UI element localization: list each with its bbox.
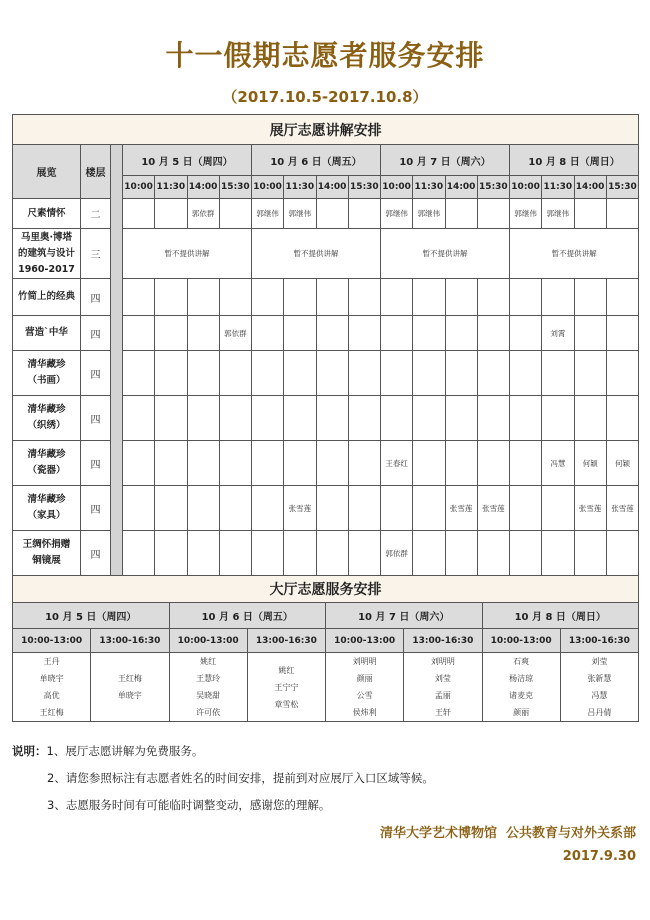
empty-slot: [316, 316, 348, 351]
empty-slot: [284, 279, 316, 316]
exhibit-name-line: 清华藏珍: [27, 359, 66, 370]
exhibit-name: [13, 279, 81, 316]
empty-slot: [413, 396, 445, 441]
volunteer-name: 冯慧: [591, 691, 608, 700]
empty-slot: [606, 199, 638, 229]
empty-slot: [477, 279, 509, 316]
volunteer-name: 侯炜利: [352, 708, 377, 717]
exhibit-name-line: 王绸怀捐赠: [22, 539, 71, 550]
empty-slot: [574, 396, 606, 441]
note-item: 说明：1、展厅志愿讲解为免费服务。: [12, 744, 204, 758]
empty-slot: [219, 441, 251, 486]
empty-slot: [187, 396, 219, 441]
empty-slot: [219, 486, 251, 531]
empty-slot: [413, 351, 445, 396]
shift-time-header: 13:00-16:30: [560, 629, 638, 653]
empty-slot: [413, 531, 445, 576]
empty-slot: [542, 531, 574, 576]
empty-slot: [252, 316, 284, 351]
empty-slot: [477, 396, 509, 441]
empty-slot: [219, 279, 251, 316]
empty-slot: [477, 199, 509, 229]
time-slot-header: 14:00: [316, 176, 348, 199]
day-header: 10 月 5 日（周四）: [123, 145, 252, 176]
empty-slot: [187, 351, 219, 396]
empty-slot: [413, 316, 445, 351]
empty-slot: [574, 279, 606, 316]
exhibit-floor: 四: [81, 396, 111, 441]
empty-slot: [316, 486, 348, 531]
volunteer-slot: 郭继伟: [381, 199, 413, 229]
exhibit-name-line: 清华藏珍: [27, 449, 66, 460]
exhibit-name-line: 尺素情怀: [27, 207, 66, 219]
empty-slot: [123, 351, 155, 396]
empty-slot: [445, 351, 477, 396]
exhibit-name: [13, 316, 81, 351]
empty-slot: [413, 279, 445, 316]
time-slot-header: 15:30: [348, 176, 380, 199]
empty-slot: [348, 441, 380, 486]
empty-slot: [477, 316, 509, 351]
volunteer-name: 章雪松: [274, 699, 299, 709]
shift-time-header: 13:00-16:30: [91, 629, 169, 653]
empty-slot: [477, 351, 509, 396]
exhibit-name-line: （瓷器）: [27, 465, 66, 476]
signature-org: 清华大学艺术博物馆 公共教育与对外关系部: [379, 826, 636, 841]
volunteer-name: 诸麦克: [509, 691, 534, 700]
exhibit-row: [13, 199, 639, 229]
shift-time-header: 13:00-16:30: [247, 629, 325, 653]
volunteer-name: 单晓宇: [39, 674, 64, 683]
exhibit-name-line: （家具）: [27, 510, 66, 521]
empty-slot: [155, 279, 187, 316]
empty-slot: [348, 199, 380, 229]
empty-slot: [123, 396, 155, 441]
exhibit-row: [13, 279, 639, 316]
time-slot-header: 11:30: [284, 176, 316, 199]
empty-slot: [219, 199, 251, 229]
empty-slot: [606, 279, 638, 316]
exhibit-row: [13, 351, 639, 396]
empty-slot: [284, 316, 316, 351]
exhibit-name-line: 营造`中华: [25, 327, 68, 338]
exhibit-name-line: （书画）: [27, 375, 66, 386]
empty-slot: [348, 279, 380, 316]
shift-volunteers: [326, 653, 404, 722]
volunteer-slot: 郭继伟: [284, 199, 316, 229]
day-header: 10 月 7 日（周六）: [381, 145, 510, 176]
empty-slot: [316, 531, 348, 576]
exhibit-section-title: 展厅志愿讲解安排: [13, 115, 639, 145]
exhibit-floor: 二: [81, 199, 111, 229]
empty-slot: [187, 441, 219, 486]
volunteer-name: 刘明明: [352, 657, 377, 666]
column-header-floor: 楼层: [81, 145, 111, 199]
empty-slot: [542, 279, 574, 316]
volunteer-name: 王慧玲: [196, 674, 221, 683]
shift-volunteers: [169, 653, 247, 722]
exhibit-name: [13, 441, 81, 486]
exhibit-row: [13, 396, 639, 441]
empty-slot: [381, 316, 413, 351]
no-guide-notice: 暂不提供讲解: [252, 229, 381, 279]
volunteer-slot: 郭继伟: [413, 199, 445, 229]
shift-volunteers: [404, 653, 482, 722]
empty-slot: [445, 316, 477, 351]
time-slot-header: 14:00: [445, 176, 477, 199]
time-slot-header: 15:30: [477, 176, 509, 199]
empty-slot: [155, 396, 187, 441]
exhibit-name: [13, 229, 81, 279]
empty-slot: [123, 316, 155, 351]
empty-slot: [510, 486, 542, 531]
shift-time-header: 10:00-13:00: [169, 629, 247, 653]
empty-slot: [252, 351, 284, 396]
time-slot-header: 14:00: [574, 176, 606, 199]
empty-slot: [510, 396, 542, 441]
empty-slot: [155, 531, 187, 576]
hall-service-schedule-table: [12, 575, 639, 722]
exhibit-name-line: 竹简上的经典: [17, 291, 75, 302]
empty-slot: [187, 279, 219, 316]
exhibit-row: [13, 441, 639, 486]
signature-date: 2017.9.30: [562, 849, 636, 864]
empty-slot: [510, 279, 542, 316]
empty-slot: [284, 531, 316, 576]
exhibit-name-line: 马里奥·博塔: [20, 231, 73, 243]
date-range: （2017.10.5-2017.10.8）: [222, 88, 428, 106]
notes: [12, 738, 434, 819]
exhibit-floor: 四: [81, 279, 111, 316]
empty-slot: [413, 441, 445, 486]
volunteer-name: 杨洁琼: [509, 674, 534, 683]
empty-slot: [187, 316, 219, 351]
volunteer-slot: 张雪莲: [284, 486, 316, 531]
note-item: 3、志愿服务时间有可能临时调整变动，感谢您的理解。: [47, 798, 331, 812]
volunteer-name: 王红梅: [117, 674, 142, 683]
empty-slot: [316, 396, 348, 441]
shift-volunteers: [91, 653, 169, 722]
empty-slot: [413, 486, 445, 531]
volunteer-name: 姚红: [200, 657, 217, 666]
hall-day-header: 10 月 6 日（周五）: [169, 603, 326, 629]
volunteer-slot: 郭依群: [381, 531, 413, 576]
volunteer-name: 石爽: [513, 657, 530, 666]
empty-slot: [348, 396, 380, 441]
empty-slot: [445, 279, 477, 316]
volunteer-slot: 刘霄: [542, 316, 574, 351]
time-slot-header: 10:00: [252, 176, 284, 199]
empty-slot: [477, 531, 509, 576]
no-guide-notice: 暂不提供讲解: [381, 229, 510, 279]
shift-time-header: 10:00-13:00: [482, 629, 560, 653]
empty-slot: [477, 441, 509, 486]
empty-slot: [252, 486, 284, 531]
empty-slot: [606, 531, 638, 576]
time-slot-header: 15:30: [219, 176, 251, 199]
exhibit-name: [13, 486, 81, 531]
volunteer-name: 刘莹: [434, 674, 451, 683]
exhibit-row: [13, 229, 639, 279]
shift-time-header: 10:00-13:00: [13, 629, 91, 653]
exhibit-row: [13, 531, 639, 576]
volunteer-name: 刘明明: [430, 657, 455, 666]
exhibit-floor: 四: [81, 486, 111, 531]
notes-label: 说明：: [12, 744, 47, 758]
volunteer-name: 王轩: [434, 708, 451, 717]
empty-slot: [510, 351, 542, 396]
empty-slot: [510, 441, 542, 486]
time-slot-header: 10:00: [123, 176, 155, 199]
no-guide-notice: 暂不提供讲解: [510, 229, 639, 279]
volunteer-slot: 郭继伟: [252, 199, 284, 229]
volunteer-name: 王红梅: [39, 708, 64, 717]
exhibit-name-line: 清华藏珍: [27, 404, 66, 415]
hall-section-title: 大厅志愿服务安排: [13, 576, 639, 603]
empty-slot: [123, 441, 155, 486]
volunteer-slot: 何颖: [606, 441, 638, 486]
exhibit-name-line: 的建筑与设计: [17, 247, 75, 259]
empty-slot: [381, 351, 413, 396]
empty-slot: [510, 316, 542, 351]
empty-slot: [284, 351, 316, 396]
empty-slot: [381, 279, 413, 316]
time-slot-header: 11:30: [542, 176, 574, 199]
exhibit-floor: 三: [81, 229, 111, 279]
time-slot-header: 10:00: [510, 176, 542, 199]
empty-slot: [155, 441, 187, 486]
no-guide-notice: 暂不提供讲解: [123, 229, 252, 279]
volunteer-slot: 郭依群: [219, 316, 251, 351]
shift-volunteers: [247, 653, 325, 722]
empty-slot: [606, 316, 638, 351]
volunteer-slot: 张雪莲: [574, 486, 606, 531]
day-header: 10 月 6 日（周五）: [252, 145, 381, 176]
column-header-exhibit: 展览: [13, 145, 81, 199]
shift-volunteers: [482, 653, 560, 722]
hall-day-header: 10 月 7 日（周六）: [326, 603, 483, 629]
empty-slot: [123, 199, 155, 229]
empty-slot: [252, 396, 284, 441]
page-title: 十一假期志愿者服务安排: [165, 39, 485, 72]
exhibit-floor: 四: [81, 441, 111, 486]
exhibit-floor: 四: [81, 531, 111, 576]
volunteer-name: 颜丽: [513, 708, 530, 717]
empty-slot: [123, 279, 155, 316]
volunteer-name: 张新慧: [587, 674, 612, 683]
exhibit-row: [13, 316, 639, 351]
signature: [380, 822, 636, 868]
empty-slot: [606, 396, 638, 441]
empty-slot: [445, 531, 477, 576]
volunteer-slot: 郭继伟: [510, 199, 542, 229]
empty-slot: [187, 486, 219, 531]
exhibit-floor: 四: [81, 351, 111, 396]
volunteer-name: 颜丽: [356, 674, 373, 683]
empty-slot: [542, 396, 574, 441]
empty-slot: [252, 531, 284, 576]
empty-slot: [155, 486, 187, 531]
volunteer-slot: 张雪莲: [445, 486, 477, 531]
volunteer-name: 许可依: [196, 708, 221, 717]
empty-slot: [316, 279, 348, 316]
empty-slot: [316, 441, 348, 486]
empty-slot: [316, 351, 348, 396]
exhibit-name-line: 清华藏珍: [27, 494, 66, 505]
exhibit-name: [13, 396, 81, 441]
spacer-column: [111, 145, 123, 576]
time-slot-header: 14:00: [187, 176, 219, 199]
volunteer-name: 刘莹: [591, 657, 608, 666]
volunteer-slot: 冯慧: [542, 441, 574, 486]
volunteer-name: 单晓宇: [117, 691, 142, 700]
volunteer-name: 公雪: [356, 691, 373, 700]
empty-slot: [574, 316, 606, 351]
exhibit-guide-schedule-table: [12, 114, 639, 576]
empty-slot: [123, 486, 155, 531]
time-slot-header: 11:30: [155, 176, 187, 199]
exhibit-name-line: 铜镜展: [32, 555, 61, 566]
empty-slot: [284, 441, 316, 486]
empty-slot: [155, 316, 187, 351]
exhibit-row: [13, 486, 639, 531]
exhibit-name: [13, 199, 81, 229]
shift-time-header: 10:00-13:00: [326, 629, 404, 653]
exhibit-floor: 四: [81, 316, 111, 351]
time-slot-header: 10:00: [381, 176, 413, 199]
volunteer-slot: 郭继伟: [542, 199, 574, 229]
empty-slot: [219, 396, 251, 441]
volunteer-name: 吕丹倩: [587, 708, 612, 717]
exhibit-name: [13, 531, 81, 576]
exhibit-name: [13, 351, 81, 396]
empty-slot: [252, 279, 284, 316]
empty-slot: [252, 441, 284, 486]
day-header: 10 月 8 日（周日）: [510, 145, 639, 176]
volunteer-name: 孟丽: [434, 691, 451, 700]
empty-slot: [542, 351, 574, 396]
volunteer-name: 王丹: [43, 657, 60, 666]
volunteer-name: 王宁宁: [274, 682, 299, 692]
empty-slot: [542, 486, 574, 531]
volunteer-slot: 张雪莲: [477, 486, 509, 531]
empty-slot: [606, 351, 638, 396]
empty-slot: [155, 199, 187, 229]
exhibit-name-line: （织绣）: [27, 420, 66, 431]
empty-slot: [348, 486, 380, 531]
empty-slot: [187, 531, 219, 576]
volunteer-slot: 张雪莲: [606, 486, 638, 531]
empty-slot: [284, 396, 316, 441]
empty-slot: [574, 351, 606, 396]
empty-slot: [445, 441, 477, 486]
empty-slot: [348, 316, 380, 351]
empty-slot: [510, 531, 542, 576]
volunteer-slot: 郭依群: [187, 199, 219, 229]
empty-slot: [445, 396, 477, 441]
empty-slot: [219, 531, 251, 576]
time-slot-header: 11:30: [413, 176, 445, 199]
volunteer-slot: 王春红: [381, 441, 413, 486]
note-item: 2、请您参照标注有志愿者姓名的时间安排，提前到对应展厅入口区域等候。: [47, 771, 434, 785]
empty-slot: [123, 531, 155, 576]
empty-slot: [574, 199, 606, 229]
empty-slot: [381, 486, 413, 531]
shift-time-header: 13:00-16:30: [404, 629, 482, 653]
hall-day-header: 10 月 5 日（周四）: [13, 603, 170, 629]
volunteer-slot: 何颖: [574, 441, 606, 486]
volunteer-name: 吴晓甜: [196, 691, 221, 700]
empty-slot: [219, 351, 251, 396]
time-slot-header: 15:30: [606, 176, 638, 199]
empty-slot: [574, 531, 606, 576]
empty-slot: [381, 396, 413, 441]
empty-slot: [445, 199, 477, 229]
volunteer-name: 高优: [43, 691, 60, 700]
shift-volunteers: [13, 653, 91, 722]
shift-volunteers: [560, 653, 638, 722]
exhibit-name-line: 1960-2017: [18, 263, 75, 275]
empty-slot: [348, 351, 380, 396]
empty-slot: [316, 199, 348, 229]
empty-slot: [155, 351, 187, 396]
volunteer-name: 姚红: [278, 665, 295, 675]
hall-day-header: 10 月 8 日（周日）: [482, 603, 639, 629]
empty-slot: [348, 531, 380, 576]
